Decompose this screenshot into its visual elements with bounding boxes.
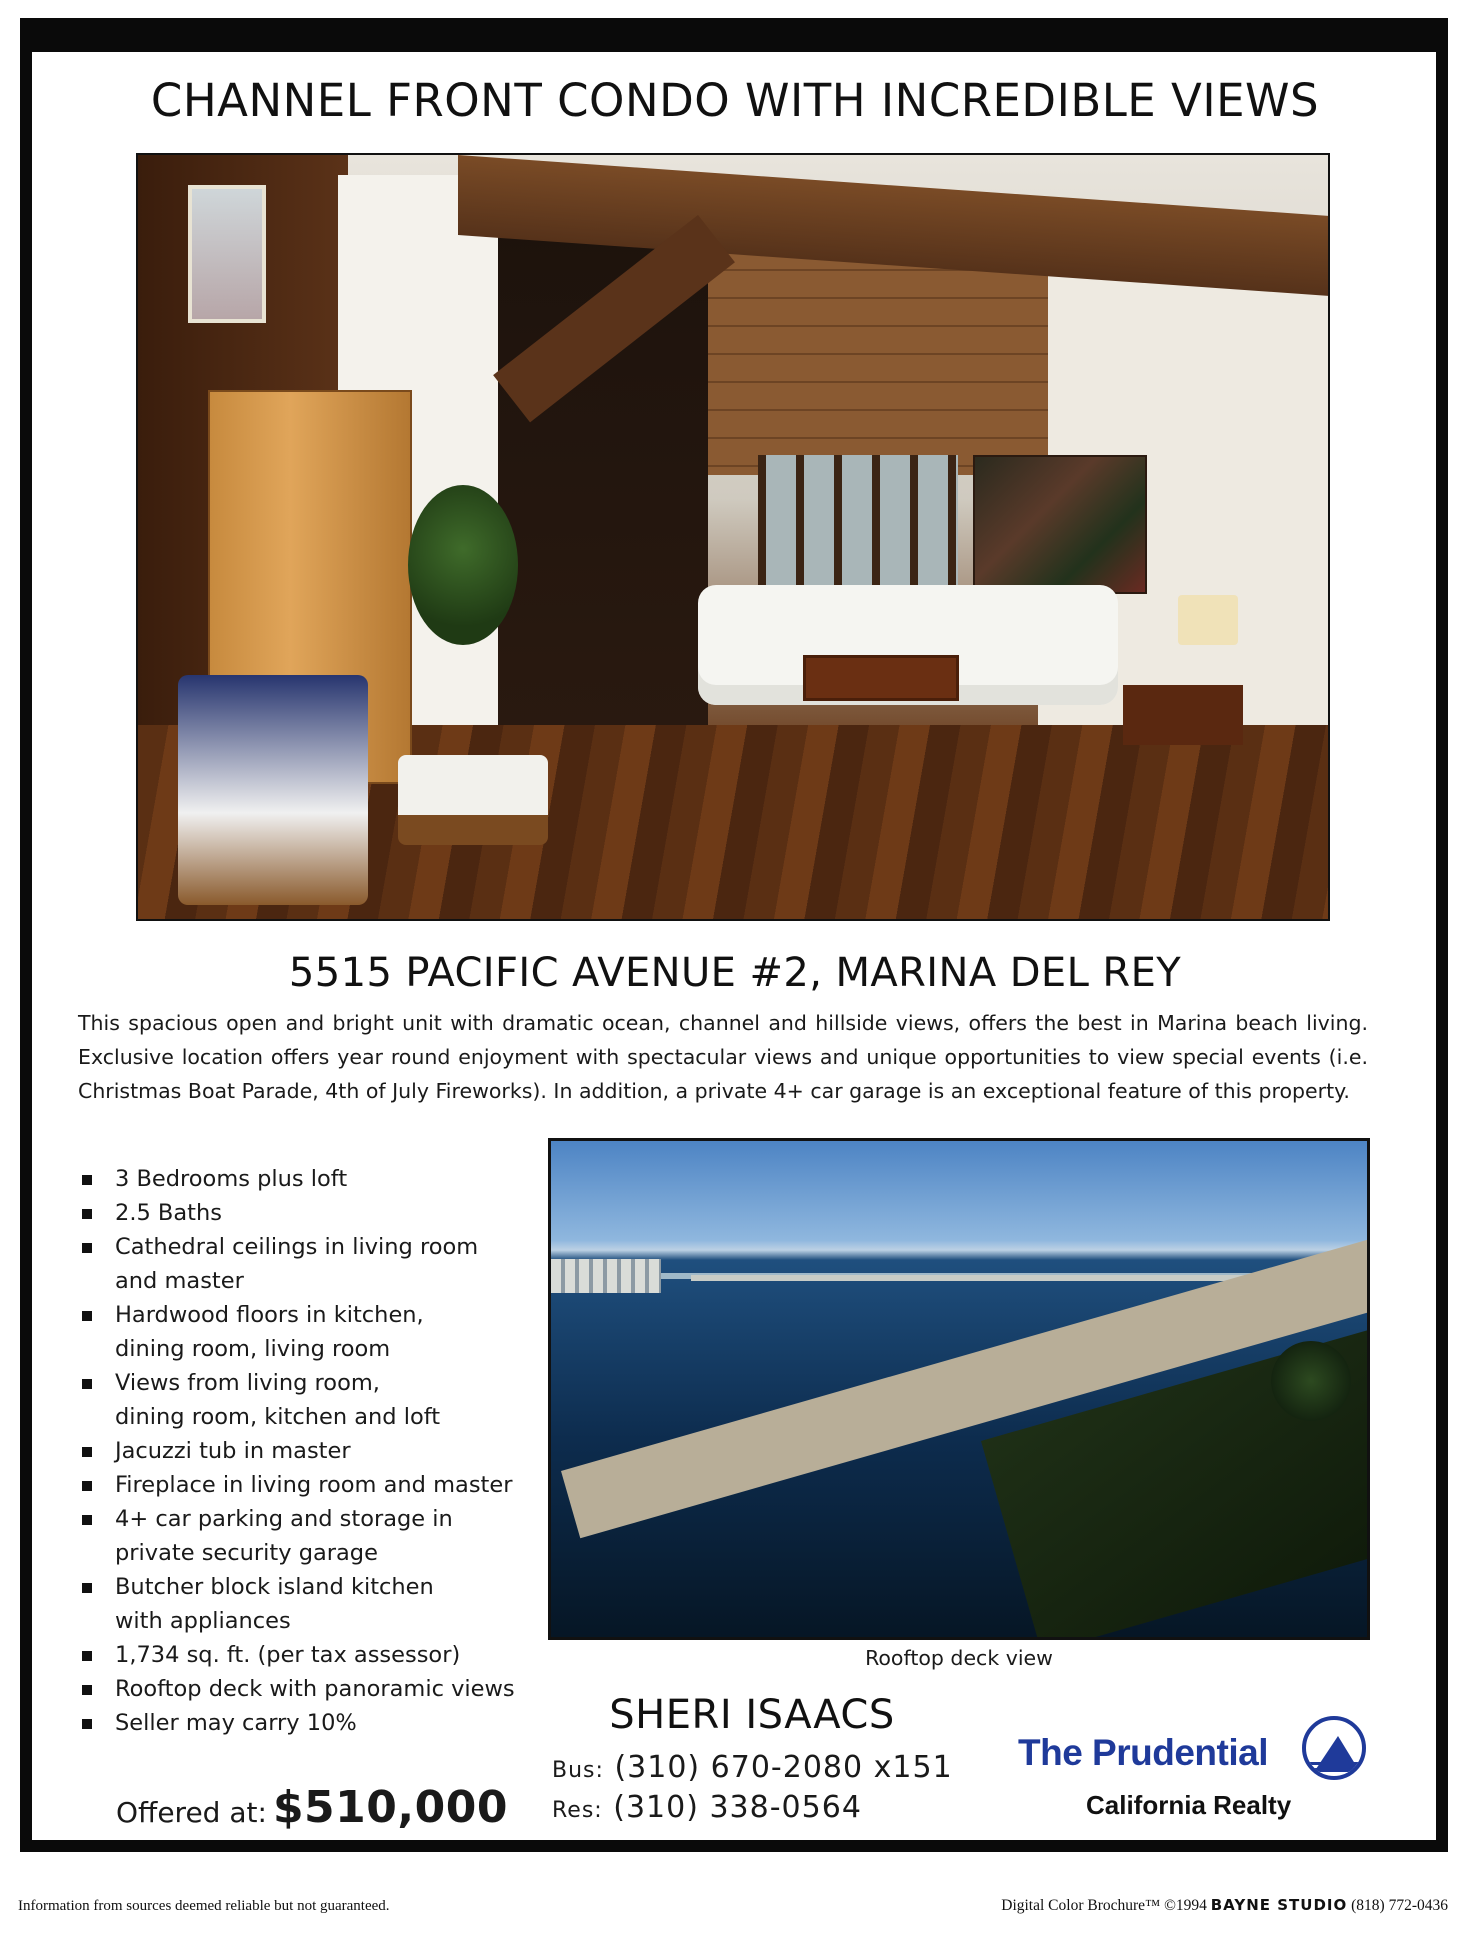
list-item: Seller may carry 10% bbox=[78, 1706, 548, 1740]
square-bullet-icon bbox=[82, 1515, 92, 1525]
square-bullet-icon bbox=[82, 1379, 92, 1389]
business-phone: Bus: (310) 670-2080 x151 bbox=[552, 1750, 953, 1785]
property-address: 5515 PACIFIC AVENUE #2, MARINA DEL REY bbox=[288, 950, 1182, 996]
property-description: This spacious open and bright unit with dramatic ocean, channel and hillside views, offers the best in Marina beach living. Exclusive location offers year round enjoyment with spectacular views and unique opportunities to view special events (i.e. Christmas Boat Parade, 4th of July Fireworks). In addition, a private 4+ car garage is an exceptional feature of this property. bbox=[78, 1011, 1368, 1103]
brand-subtitle: California Realty bbox=[1086, 1790, 1292, 1820]
headline: CHANNEL FRONT CONDO WITH INCREDIBLE VIEWS bbox=[150, 74, 1320, 127]
square-bullet-icon bbox=[82, 1583, 92, 1593]
square-bullet-icon bbox=[82, 1481, 92, 1491]
list-item: Butcher block island kitchen with appliances bbox=[78, 1570, 548, 1638]
list-item: Views from living room, dining room, kitchen and loft bbox=[78, 1366, 548, 1434]
list-item: Rooftop deck with panoramic views bbox=[78, 1672, 548, 1706]
list-item: 3 Bedrooms plus loft bbox=[78, 1162, 548, 1196]
brokerage-logo bbox=[1018, 1732, 1368, 1820]
interior-living-room-photo bbox=[136, 153, 1330, 921]
square-bullet-icon bbox=[82, 1651, 92, 1661]
offer-price: Offered at: $510,000 bbox=[116, 1782, 508, 1833]
list-item: Hardwood floors in kitchen, dining room, living room bbox=[78, 1298, 548, 1366]
agent-name: SHERI ISAACS bbox=[609, 1692, 895, 1738]
square-bullet-icon bbox=[82, 1175, 92, 1185]
square-bullet-icon bbox=[82, 1209, 92, 1219]
footer-disclaimer: Information from sources deemed reliable but not guaranteed. bbox=[18, 1898, 390, 1914]
square-bullet-icon bbox=[82, 1311, 92, 1321]
rooftop-deck-photo bbox=[548, 1138, 1370, 1640]
list-item: Cathedral ceilings in living room and master bbox=[78, 1230, 548, 1298]
list-item: Fireplace in living room and master bbox=[78, 1468, 548, 1502]
list-item: 1,734 sq. ft. (per tax assessor) bbox=[78, 1638, 548, 1672]
list-item: Jacuzzi tub in master bbox=[78, 1434, 548, 1468]
footer-credit: Digital Color Brochure™ ©1994 BAYNE STUDIO (818) 772-0436 bbox=[1001, 1896, 1448, 1914]
feature-list bbox=[78, 1162, 548, 1740]
square-bullet-icon bbox=[82, 1685, 92, 1695]
square-bullet-icon bbox=[82, 1447, 92, 1457]
brand-name: The Prudential bbox=[1018, 1732, 1268, 1773]
price-value: $510,000 bbox=[272, 1782, 508, 1833]
rock-logo-icon bbox=[1302, 1716, 1366, 1780]
list-item: 4+ car parking and storage in private security garage bbox=[78, 1502, 548, 1570]
photo-caption: Rooftop deck view bbox=[865, 1646, 1053, 1670]
residence-phone: Res: (310) 338-0564 bbox=[552, 1790, 862, 1825]
list-item: 2.5 Baths bbox=[78, 1196, 548, 1230]
square-bullet-icon bbox=[82, 1719, 92, 1729]
square-bullet-icon bbox=[82, 1243, 92, 1253]
